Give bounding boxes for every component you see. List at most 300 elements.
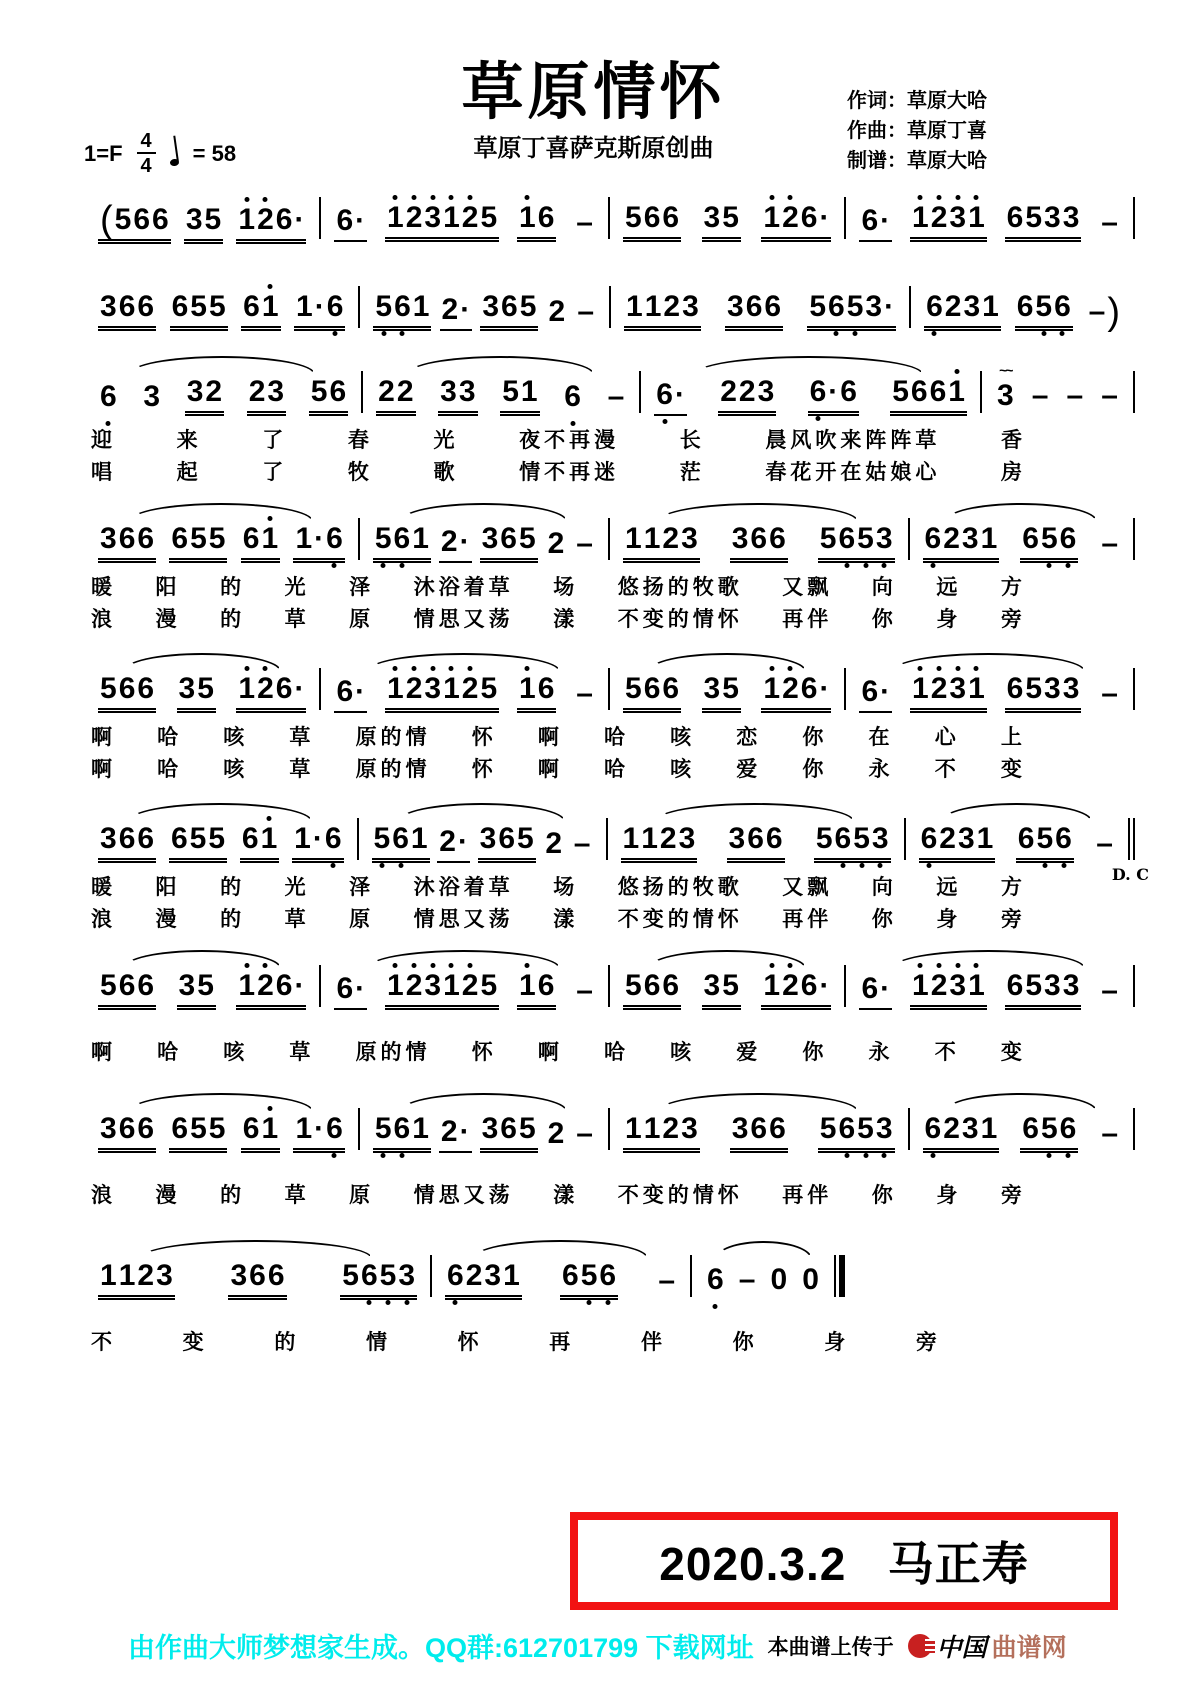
note-group [546,1110,567,1153]
note-digit: 2 [930,962,949,1005]
note-group [478,815,536,863]
lyric-syllable: 场 [553,576,579,599]
note-digit: 1 [967,665,986,708]
lyric-syllable: 春花开在姑娘心 [765,461,941,484]
key-tempo-block [84,130,236,178]
measure [360,283,609,331]
note-group [438,368,477,416]
note-group [373,1105,431,1153]
note-digit: 5 [1034,283,1053,326]
lyric-syllable: 怀 [457,1331,483,1354]
note-group [702,665,741,713]
note-group [1099,1110,1120,1153]
note-digit: 3 [875,1105,894,1148]
octave-dot-below [1061,863,1066,868]
note-digit: 5 [374,515,393,558]
note-digit: 5 [625,969,642,1002]
note-digit: 1 [237,962,256,1005]
octave-dot-above [955,195,960,200]
note-group [241,283,280,331]
note-digit: 6 [137,290,155,323]
note-digit: 3 [948,194,967,237]
note-group [1094,820,1115,863]
note-group [910,962,987,1010]
lyric-syllable: 长 [679,429,705,452]
note-digit: 3 [1044,969,1061,1002]
note-digit: 1 [518,194,537,237]
measure [85,1105,358,1153]
octave-dot-above [955,963,960,968]
note-digit: 1 [442,665,461,708]
note-digit: 1 [967,194,986,237]
lyric-syllable: 身 [824,1331,850,1354]
note-digit: · [880,972,891,1005]
octave-dot-below [333,331,338,336]
lyric-syllable: 情思又荡 [413,908,514,931]
lyric-syllable: 向 [871,876,897,899]
note-group [737,1256,758,1299]
note-digit: 1 [410,822,428,855]
note-digit: 6 [501,290,518,323]
note-digit: 6 [336,675,354,708]
note-digit: 6 [275,672,293,705]
measure [85,665,319,713]
lyric-syllable: 咳 [223,726,249,749]
measure [906,815,1128,863]
lyric-syllable: 原 [349,1184,375,1207]
note-digit: 6 [118,1112,136,1145]
note-digit: 3 [703,672,721,705]
lyric-syllable: 漫 [155,608,181,631]
note-group [98,192,171,244]
lyric-syllable: 身 [936,608,962,631]
note-digit: 5 [809,290,827,323]
note-digit: 6 [562,1259,579,1292]
notes-row [85,192,1135,244]
note-group [730,515,788,563]
note-digit: 6 [1054,815,1073,858]
octave-dot-above [918,963,923,968]
note-digit: 6 [929,375,947,408]
note-digit: 6 [99,373,118,416]
lyric-syllable: 漾 [553,908,579,931]
note-digit: 6 [1006,672,1024,705]
note-digit: 3 [731,522,749,555]
note-group [1087,284,1122,331]
note-group [177,962,216,1010]
meter-numerator: 4 [137,130,156,154]
octave-dot-above [263,963,268,968]
octave-dot-below [853,331,858,336]
note-digit: 6 [498,822,516,855]
octave-dot-below [882,563,887,568]
octave-dot-below [834,331,839,336]
lyric-syllable: 不变的情怀 [617,608,743,631]
note-digit: 1 [412,522,429,555]
note-digit: 6 [861,204,879,237]
lyric-syllable: 草 [289,726,315,749]
note-digit: 2 [205,375,223,408]
note-digit: 2 [440,1115,458,1148]
lyric-syllable: 房 [1001,461,1026,484]
dash-note: – [576,1117,593,1150]
key-signature: 1=F [84,141,123,166]
note-digit: 2 [662,522,680,555]
octave-dot-below [332,1153,337,1158]
octave-dot-above [769,963,774,968]
note-digit: 2 [659,822,677,855]
lyric-syllable: 不 [934,758,960,781]
notes-row [85,362,1135,416]
lyric-syllable: 变 [182,1331,208,1354]
lyric-syllable: 不 [934,1041,960,1064]
measure [910,1105,1133,1153]
notes-row [85,283,1135,331]
note-group [606,373,627,416]
note-digit: 6 [241,822,259,855]
measure [363,368,639,416]
lyric-syllable: 咳 [670,758,696,781]
barline [1133,668,1135,710]
note-group [1065,372,1086,415]
barline [1133,518,1135,560]
final-barline [834,1255,845,1297]
lyric-syllable: 漾 [553,1184,579,1207]
note-digit: 1 [295,522,313,555]
note-digit: 3 [481,1112,499,1145]
lyric-syllable: 茫 [679,461,705,484]
octave-dot-above [449,195,454,200]
octave-dot-below [399,563,404,568]
lyric-syllable: 原 [349,908,375,931]
note-digit: 5 [1025,672,1043,705]
score-system [85,665,1135,815]
note-digit: 2 [545,827,563,860]
stamp-text: 2020.3.2 马正寿 [659,1538,1029,1590]
lyric-syllable: 哈 [157,726,183,749]
note-group [705,1256,726,1299]
note-digit: 1 [503,1259,520,1292]
lyric-syllable: 身 [936,1184,962,1207]
note-digit: 2 [720,375,737,408]
lyrics-row [91,1036,1026,1066]
octave-dot-below [367,1300,372,1305]
note-digit: 6 [170,822,188,855]
note-group [702,962,741,1010]
lyric-syllable: 唱 [91,461,116,484]
lyric-syllable: 旁 [915,1331,941,1354]
note-group [294,283,345,331]
octave-dot-below [713,1304,718,1309]
note-group [919,815,996,863]
octave-dot-below [1065,1153,1070,1158]
lyric-syllable: 变 [1000,1041,1026,1064]
lyric-syllable: 草 [289,1041,315,1064]
dash-note: – [1101,974,1118,1007]
octave-dot-below [379,863,384,868]
note-group [572,820,593,863]
note-digit: 5 [518,522,536,555]
lyric-syllable: 你 [732,1331,758,1354]
note-digit: 5 [197,672,214,705]
note-digit: 6 [1006,969,1024,1002]
site-name-cn: 中国 [936,1632,987,1662]
note-digit: 2 [256,962,275,1005]
lyric-syllable: 情不再迷 [519,461,620,484]
octave-dot-above [468,195,473,200]
lyric-syllable: 旁 [1000,1184,1026,1207]
octave-dot-above [788,666,793,671]
note-group [439,1108,472,1153]
lyric-syllable: 夜不再漫 [519,429,620,452]
octave-dot-below [840,863,845,868]
lyric-syllable: 不 [91,1331,116,1354]
note-group [859,965,892,1010]
octave-dot-below [1065,563,1070,568]
note-digit: 2 [781,194,800,237]
note-digit: 3 [757,375,775,408]
dash-note: – [1101,206,1118,239]
octave-dot-above [412,195,417,200]
note-group [98,1252,175,1300]
lyric-syllable: 你 [871,1184,897,1207]
lyric-syllable: 草 [284,908,310,931]
note-digit: 2 [547,1117,565,1150]
note-group [1005,665,1082,713]
measure [360,515,608,563]
note-digit: 3 [100,522,117,555]
dash-note: – [1101,677,1118,710]
note-group [923,1105,1000,1153]
measure [321,665,608,713]
octave-dot-below [878,863,883,868]
note-group [517,665,556,713]
note-digit: 2 [248,375,266,408]
note-digit: 6 [275,969,293,1002]
octave-dot-above [430,963,435,968]
note-group [995,362,1016,415]
note-digit: · [819,201,830,234]
note-group [480,283,538,331]
note-digit: 1 [260,815,279,858]
barline [1133,965,1135,1007]
note-group [807,283,896,331]
note-digit: 6 [563,373,582,416]
note-digit: 3 [423,962,442,1005]
note-group [718,368,776,416]
note-group [385,962,499,1010]
lyric-syllable: 浪 [91,1184,116,1207]
notes-row [85,815,1135,863]
dash-note: – [576,527,593,560]
note-digit: 5 [502,375,519,408]
note-digit: 6 [537,201,555,234]
lyric-syllable: 春 [347,429,373,452]
barline [1128,818,1130,860]
note-digit: 2 [396,375,414,408]
measure [85,515,358,563]
note-group [800,1256,821,1299]
note-group [334,965,367,1010]
note-digit: 2 [939,822,956,855]
lyric-syllable: 不变的情怀 [617,1184,743,1207]
lyric-syllable: 的 [220,1184,246,1207]
note-digit: 5 [379,1252,398,1295]
note-digit: 6 [393,283,412,326]
note-digit: · [355,972,366,1005]
lyric-syllable: 原 [349,608,375,631]
note-digit: 2 [405,665,424,708]
note-digit: 5 [480,201,498,234]
note-group [769,1256,790,1299]
lyric-syllable: 迎 [91,429,116,452]
note-digit: 2 [405,962,424,1005]
note-group [574,670,595,713]
note-digit: 5 [892,375,909,408]
lyrics-row [91,1326,941,1356]
note-group [924,283,1001,331]
note-digit: 6 [662,672,680,705]
octave-dot-above [412,666,417,671]
note-digit: 2 [930,194,949,237]
lyric-syllable: 哈 [603,758,629,781]
note-group [621,815,698,863]
lyric-syllable: 旁 [1000,608,1026,631]
note-digit: 2 [439,825,456,858]
lyric-syllable: 情 [365,1331,391,1354]
dash-note: – [576,974,593,1007]
note-digit: 6 [336,204,354,237]
note-digit: 6 [171,290,189,323]
octave-dot-below [844,563,849,568]
octave-dot-above [267,516,272,521]
lyric-syllable: 光 [284,876,310,899]
note-digit: 0 [770,1263,788,1296]
note-digit: 1 [118,1259,136,1292]
note-group [293,1105,344,1153]
note-digit: 1 [625,1112,642,1145]
note-group [228,1252,286,1300]
note-digit: 2 [944,290,962,323]
measure [610,194,844,242]
note-digit: 6 [1006,201,1024,234]
note-digit: 1 [644,290,662,323]
site-name-rest: 曲谱网 [991,1633,1067,1662]
lyrics-row [91,571,1026,601]
note-digit: 6 [910,375,928,408]
note-digit: 5 [114,203,132,236]
note-digit: 3 [178,969,196,1002]
note-digit: 5 [342,1259,359,1292]
note-group [292,815,343,863]
note-digit: 2 [461,665,480,708]
note-digit: 6 [1022,1112,1039,1145]
barline-thick [839,1255,845,1297]
note-digit: 6 [764,290,782,323]
note-digit: 6 [137,522,155,555]
note-group [98,962,156,1010]
note-digit: 1 [442,194,461,237]
note-digit: 6 [598,1252,617,1295]
dash-note: – [1101,379,1118,412]
note-digit: 3 [865,290,883,323]
note-digit: 6 [706,1256,725,1299]
lyric-syllable: 漾 [553,608,579,631]
measure [911,283,1135,331]
note-digit: 6 [827,283,846,326]
dash-note: – [1096,827,1113,860]
lyric-syllable: 暖 [91,876,116,899]
note-digit: 1 [947,368,966,411]
note-digit: 5 [518,1112,536,1145]
lyrics-row [91,721,1026,751]
octave-dot-above [788,195,793,200]
lyric-syllable: 再 [549,1331,575,1354]
note-digit: 5 [190,290,207,323]
note-digit: 6 [643,969,661,1002]
note-digit: 2 [943,522,960,555]
note-group [623,1105,700,1153]
tempo-value: = 58 [192,141,237,166]
note-digit: 6 [137,672,155,705]
note-digit: 1 [622,822,640,855]
note-group [1016,815,1074,863]
octave-dot-below [587,1300,592,1305]
note-digit: 3 [1044,672,1061,705]
note-digit: · [294,203,305,236]
note-group [309,368,348,416]
lyric-syllable: 再伴 [782,908,833,931]
note-group [575,288,596,331]
octave-dot-below [882,1153,887,1158]
lyric-syllable: 在 [868,726,894,749]
octave-dot-below [1042,863,1047,868]
score-system [85,962,1135,1112]
note-digit: 6 [267,1259,285,1292]
note-digit: 5 [1025,201,1043,234]
note-digit: 1 [412,290,430,323]
octave-dot-above [268,284,273,289]
note-digit: 6 [837,1105,856,1148]
note-group [1099,520,1120,563]
lyric-syllable: 暖 [91,576,116,599]
note-group [98,283,156,331]
note-digit: 6 [769,522,786,555]
note-digit: 2 [663,290,681,323]
note-digit: 3 [1044,201,1061,234]
octave-dot-below [844,1153,849,1158]
note-digit: 1 [386,194,405,237]
octave-dot-above [449,963,454,968]
lyric-syllable: 永 [868,758,894,781]
note-digit: 6 [336,972,354,1005]
octave-dot-below [400,331,405,336]
note-digit: 3 [727,290,744,323]
note-digit: 6 [747,822,764,855]
note-group [623,194,681,242]
note-digit: 3 [871,815,890,858]
note-digit: 5 [819,522,837,555]
octave-dot-above [244,197,249,202]
octave-dot-above [918,195,923,200]
note-digit: 5 [374,1105,393,1148]
lyric-syllable: 你 [871,608,897,631]
note-digit: 1 [626,290,643,323]
date-signature-stamp [570,1512,1118,1610]
octave-dot-below [1047,563,1052,568]
note-digit: 1 [762,194,781,237]
lyric-syllable: 啊 [91,1041,116,1064]
